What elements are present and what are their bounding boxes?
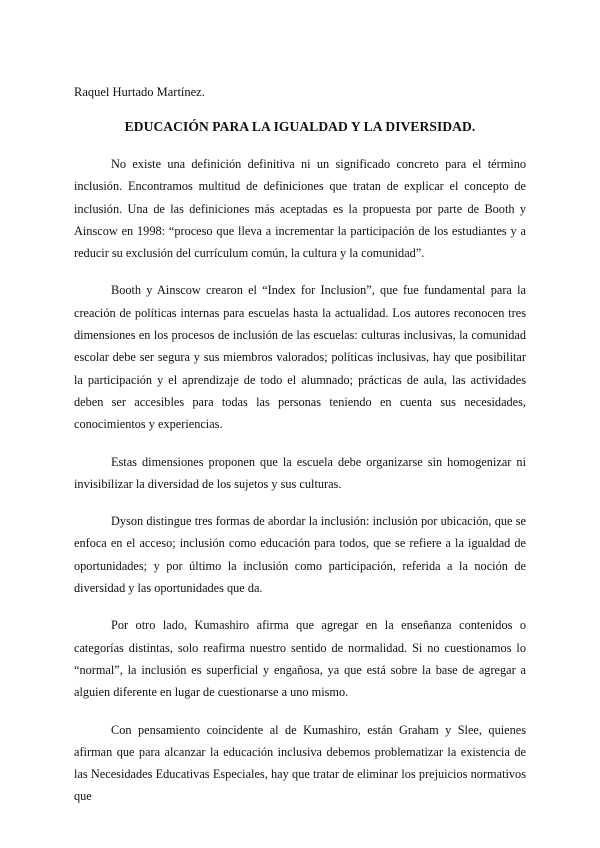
paragraph: Booth y Ainscow crearon el “Index for Inclusion”, que fue fundamental para la creación de políticas internas para escuelas hasta la actualidad. Los autores reconocen tres dimensiones en los procesos de inclusión de las escuelas: culturas inclusivas, la comunidad escolar debe ser segura y sus miembros valorados; políticas inclusivas, hay que posibilitar la participación y el aprendizaje de todo el alumnado; prácticas de aula, las actividades deben ser accesibles para todas las personas teniendo en cuenta sus necesidades, conocimientos y experiencias. [74, 283, 526, 432]
author-name: Raquel Hurtado Martínez. [74, 85, 205, 99]
paragraph: Estas dimensiones proponen que la escuela debe organizarse sin homogenizar ni invisibilizar la diversidad de los sujetos y sus culturas. [74, 454, 526, 491]
body-text [74, 153, 526, 823]
paragraph: Con pensamiento coincidente al de Kumashiro, están Graham y Slee, quienes afirman que para alcanzar la educación inclusiva debemos problematizar la existencia de las Necesidades Educativas Especiales, hay que tratar de eliminar los prejuicios normativos que [74, 722, 526, 804]
document-title: EDUCACIÓN PARA LA IGUALDAD Y LA DIVERSIDAD. [124, 119, 476, 134]
paragraph: Dyson distingue tres formas de abordar la inclusión: inclusión por ubicación, que se enfoca en el acceso; inclusión como educación para todos, que se refiere a la igualdad de oportunidades; y por último la inclusión como participación, referida a la noción de diversidad y las oportunidades que da. [74, 514, 526, 596]
paragraph: No existe una definición definitiva ni un significado concreto para el término inclusión. Encontramos multitud de definiciones que tratan de explicar el concepto de inclusión. Una de las definiciones más aceptadas es la propuesta por parte de Booth y Ainscow en 1998: “proceso que lleva a incrementar la participación de los estudiantes y a reducir su exclusión del currículum común, la cultura y la comunidad”. [74, 157, 526, 261]
paragraph: Por otro lado, Kumashiro afirma que agregar en la enseñanza contenidos o categorías distintas, solo reafirma nuestro sentido de normalidad. Si no cuestionamos lo “normal”, la inclusión es superficial y engañosa, ya que está sobre la base de agregar a alguien diferente en lugar de cuestionarse a uno mismo. [74, 618, 526, 700]
